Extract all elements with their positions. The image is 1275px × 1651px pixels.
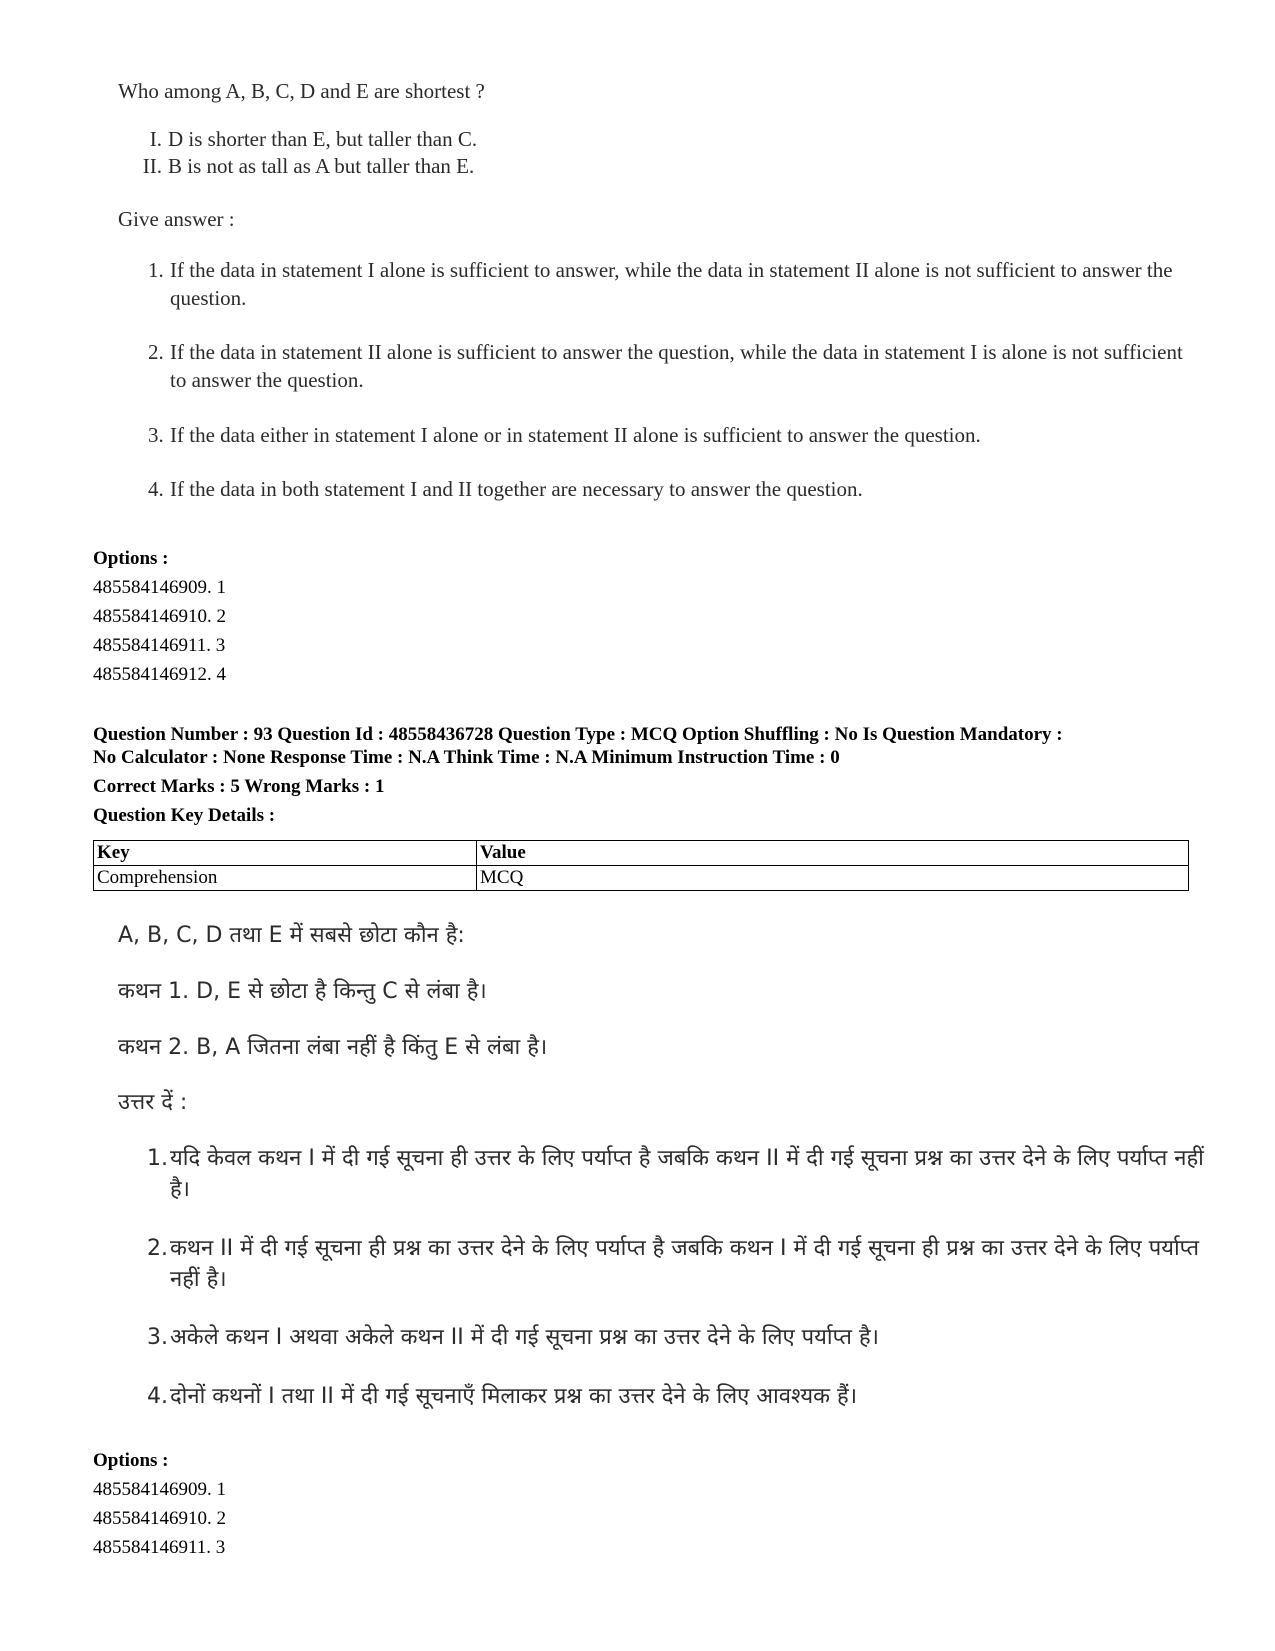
option-text: यदि केवल कथन I में दी गई सूचना ही उत्तर के लिए पर्याप्त है जबकि कथन II में दी गई सूचना प्रश्न का उत्तर देने के लिए पर्याप्त नहीं है।	[170, 1146, 1204, 1202]
statement-2	[118, 153, 1198, 181]
table-cell-value: MCQ	[477, 866, 1189, 891]
hindi-answer-option-2	[118, 1234, 1208, 1296]
hindi-question-image	[118, 921, 1208, 1441]
give-answer-label: Give answer :	[118, 207, 235, 232]
hindi-answer-option-3	[118, 1323, 1208, 1354]
hindi-give-answer-label: उत्तर दें :	[118, 1090, 188, 1116]
hindi-statement-1: कथन 1. D, E से छोटा है किन्तु C से लंबा है।	[118, 978, 487, 1004]
option-id-item: 485584146910. 2	[93, 606, 226, 627]
table-row	[94, 866, 1189, 891]
option-id-item: 485584146911. 3	[93, 1537, 226, 1558]
question-metadata	[93, 723, 1193, 827]
option-id-item: 485584146909. 1	[93, 577, 226, 598]
options-heading: Options :	[93, 1450, 169, 1471]
table-cell-key: Comprehension	[94, 866, 477, 891]
statement-number: II.	[142, 154, 162, 179]
statement-number: I.	[149, 126, 162, 151]
option-number: 4.	[147, 1384, 168, 1410]
option-id-item: 485584146909. 1	[93, 1479, 226, 1500]
statement-text: B is not as tall as A but taller than E.	[168, 154, 475, 179]
option-text: If the data in statement II alone is sufficient to answer the question, while the data in statement I is alone is not sufficient to answer the question.	[170, 340, 1183, 393]
question-meta-line-2: No Calculator : None Response Time : N.A Think Time : N.A Minimum Instruction Time : 0	[93, 747, 840, 768]
table-header-value: Value	[477, 841, 1189, 866]
option-number: 3.	[147, 1325, 168, 1351]
options-list-1	[93, 544, 1193, 689]
answer-option-1	[118, 257, 1198, 312]
statement-text: D is shorter than E, but taller than C.	[168, 126, 478, 151]
option-number: 2.	[148, 340, 164, 365]
question-meta-line-1: Question Number : 93 Question Id : 48558436728 Question Type : MCQ Option Shuffling : No Is Question Mandatory :	[93, 724, 1063, 745]
statement-1	[118, 126, 1198, 154]
option-text: कथन II में दी गई सूचना ही प्रश्न का उत्तर देने के लिए पर्याप्त है जबकि कथन I में दी गई सूचना ही प्रश्न का उत्तर देने के लिए पर्याप्त नहीं है।	[170, 1235, 1199, 1292]
option-text: दोनों कथनों I तथा II में दी गई सूचनाएँ मिलाकर प्रश्न का उत्तर देने के लिए आवश्यक हैं।	[170, 1384, 858, 1410]
answer-option-2	[118, 339, 1198, 394]
option-id-item: 485584146911. 3	[93, 635, 226, 656]
option-text: If the data in both statement I and II together are necessary to answer the question.	[170, 477, 863, 502]
hindi-statement-2: कथन 2. B, A जितना लंबा नहीं है किंतु E से लंबा है।	[118, 1034, 548, 1060]
options-heading: Options :	[93, 548, 169, 569]
marks-line: Correct Marks : 5 Wrong Marks : 1	[93, 776, 385, 797]
english-question-image	[118, 78, 1198, 531]
answer-option-3	[118, 422, 1198, 450]
option-number: 4.	[148, 477, 164, 502]
key-details-heading: Question Key Details :	[93, 805, 276, 826]
question-key-table	[93, 840, 1189, 891]
hindi-question-text: A, B, C, D तथा E में सबसे छोटा कौन है:	[118, 923, 465, 948]
hindi-answer-option-4	[118, 1382, 1208, 1413]
question-text: Who among A, B, C, D and E are shortest ?	[118, 79, 485, 103]
option-number: 3.	[148, 422, 164, 447]
options-list-2	[93, 1446, 1193, 1562]
option-number: 2.	[147, 1235, 168, 1261]
table-header-row	[94, 841, 1189, 866]
option-id-item: 485584146912. 4	[93, 664, 226, 685]
option-text: If the data in statement I alone is sufficient to answer, while the data in statement II alone is not sufficient to answer the question.	[170, 257, 1173, 310]
table-header-key: Key	[94, 841, 477, 866]
option-text: If the data either in statement I alone or in statement II alone is sufficient to answer the question.	[170, 422, 981, 447]
answer-option-4	[118, 476, 1198, 504]
option-id-item: 485584146910. 2	[93, 1508, 226, 1529]
option-number: 1.	[148, 257, 164, 282]
hindi-answer-option-1	[118, 1144, 1208, 1206]
option-number: 1.	[147, 1146, 168, 1172]
option-text: अकेले कथन I अथवा अकेले कथन II में दी गई सूचना प्रश्न का उत्तर देने के लिए पर्याप्त है।	[170, 1325, 879, 1351]
